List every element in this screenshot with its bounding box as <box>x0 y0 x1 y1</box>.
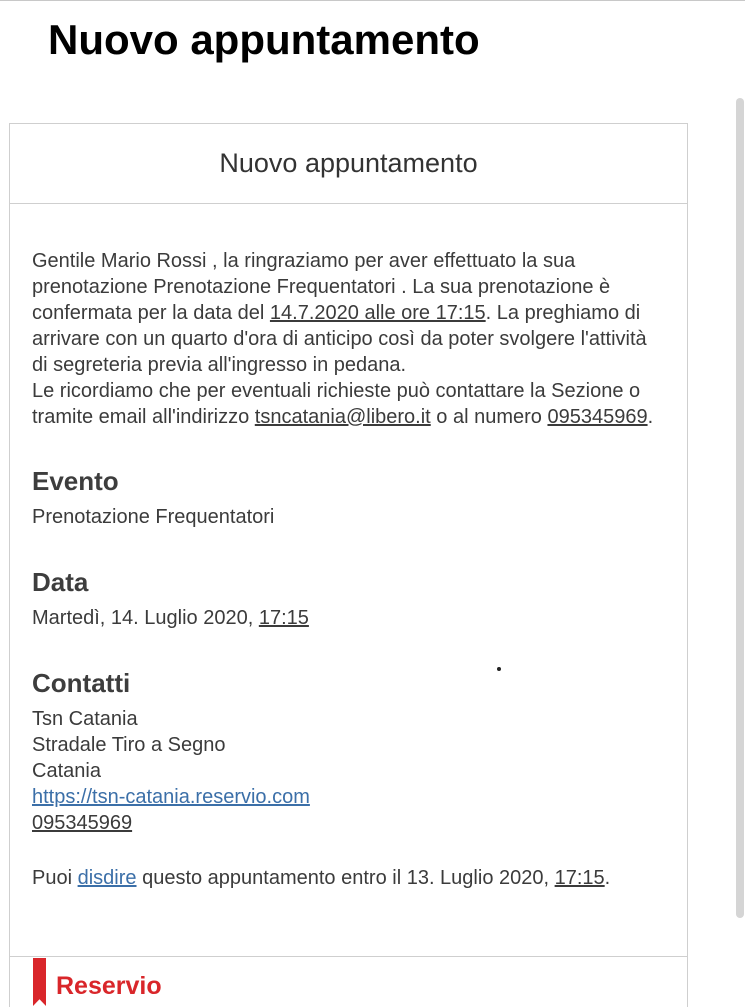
intro-text-2 <box>32 378 665 430</box>
bookmark-icon <box>33 958 46 1006</box>
cancel-text-2: questo appuntamento entro il 13. Luglio 2020, <box>136 867 555 889</box>
intro-request: . La preghiamo di arrivare con un quarto d'ora di anticipo così da poter svolgere l'attività di segreteria previa all'ingresso in pedana. <box>32 302 647 376</box>
evento-value: Prenotazione Frequentatori <box>32 506 275 528</box>
intro-contact-text: Le ricordiamo che per eventuali richieste può contattare la Sezione o tramite email all'indirizzo <box>32 380 641 428</box>
email-card <box>9 123 688 1007</box>
brand-name: Reservio <box>56 972 162 1000</box>
data-value <box>32 605 665 631</box>
data-date: Martedì, 14. Luglio 2020, <box>32 607 259 629</box>
cancel-link[interactable]: disdire <box>77 867 137 889</box>
intro-end: . <box>647 406 654 428</box>
contact-name: Tsn Catania <box>32 708 138 730</box>
contact-city: Catania <box>32 760 101 782</box>
cancel-text-3: . <box>604 867 611 889</box>
phone-link[interactable]: 095345969 <box>547 406 648 428</box>
data-title: Data <box>32 567 89 597</box>
intro-text-1 <box>32 248 665 378</box>
contact-phone-link[interactable]: 095345969 <box>32 812 133 834</box>
card-body <box>10 204 687 891</box>
data-time-link[interactable]: 17:15 <box>258 607 309 629</box>
section-contatti <box>32 668 665 836</box>
evento-title: Evento <box>32 466 119 496</box>
card-header: Nuovo appuntamento <box>10 124 687 204</box>
email-link[interactable]: tsncatania@libero.it <box>254 406 431 428</box>
cancel-text-1: Puoi <box>32 867 78 889</box>
intro-paragraph <box>32 248 665 430</box>
website-link[interactable]: https://tsn-catania.reservio.com <box>32 786 310 808</box>
scrollbar[interactable] <box>736 98 744 918</box>
section-data <box>32 567 665 631</box>
reservio-logo[interactable] <box>33 958 162 1006</box>
cancel-notice <box>32 865 665 891</box>
contact-details <box>32 706 665 836</box>
intro-greeting: Gentile Mario Rossi , la ringraziamo per aver effettuato la sua prenotazione Prenotazione Frequentatori . La sua prenotazione è confermata per la data del <box>32 250 611 324</box>
cancel-time-link[interactable]: 17:15 <box>554 867 605 889</box>
stray-dot <box>497 667 501 671</box>
intro-number-text: o al numero <box>430 406 548 428</box>
footer-divider <box>10 956 687 957</box>
top-divider <box>0 0 745 1</box>
appointment-date-link[interactable]: 14.7.2020 alle ore 17:15 <box>269 302 486 324</box>
page-title: Nuovo appuntamento <box>48 16 480 63</box>
contact-street: Stradale Tiro a Segno <box>32 734 226 756</box>
section-evento <box>32 466 665 530</box>
contatti-title: Contatti <box>32 668 131 698</box>
